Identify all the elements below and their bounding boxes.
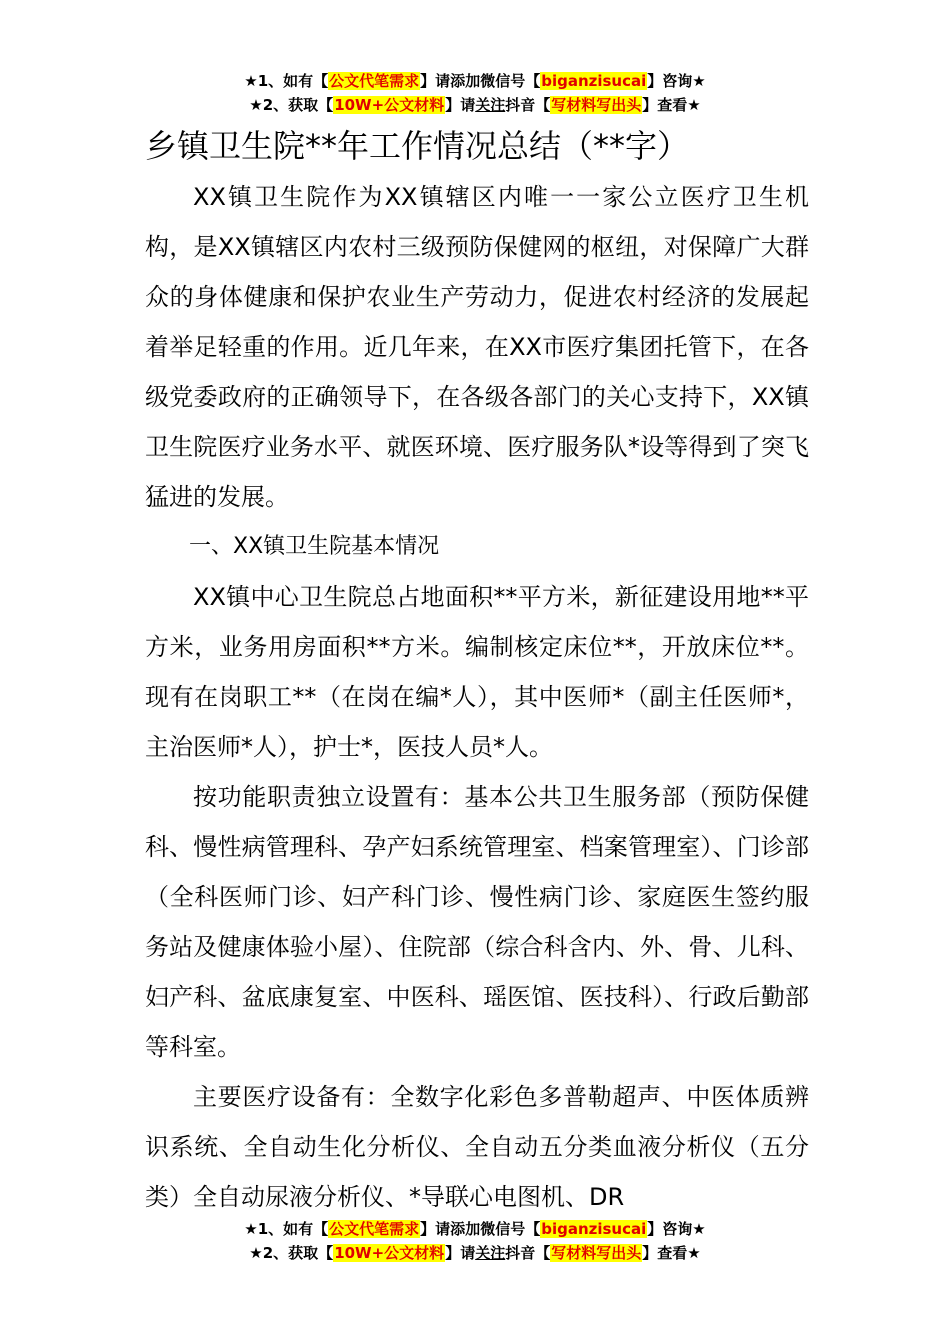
promo-banner-line-1-bottom xyxy=(0,1218,950,1240)
section-heading: 一、XX镇卫生院基本情况 xyxy=(189,534,440,559)
banner-text: ★1、如有【 xyxy=(244,72,329,90)
banner-text: 加 xyxy=(465,72,481,90)
banner-text: 微信号【 xyxy=(480,1220,541,1238)
banner-text: 】请 xyxy=(445,96,476,114)
banner-highlight: biganzisucai xyxy=(541,1220,647,1238)
banner-text: 】请添 xyxy=(420,1220,466,1238)
banner-text: 抖音【 xyxy=(505,1244,551,1262)
document-body xyxy=(145,172,809,1222)
banner-highlight: 公文代笔需求 xyxy=(329,1220,420,1238)
banner-text: 】查看★ xyxy=(642,1244,701,1262)
banner-text: 抖音【 xyxy=(505,96,551,114)
banner-highlight: biganzisucai xyxy=(541,72,647,90)
banner-highlight: 写材料写出头 xyxy=(551,1244,642,1262)
banner-underlined-text: 关注 xyxy=(475,96,506,114)
banner-text: 微信号【 xyxy=(480,72,541,90)
promo-banner-line-1 xyxy=(0,70,950,92)
banner-highlight: 10W+公文材料 xyxy=(334,96,445,114)
paragraph-intro: XX镇卫生院作为XX镇辖区内唯一一家公立医疗卫生机构，是XX镇辖区内农村三级预防保健网的枢纽，对保障广大群众的身体健康和保护农业生产劳动力，促进农村经济的发展起着举足轻重的作用。近几年来，在XX市医疗集团托管下，在各级党委政府的正确领导下，在各级各部门的关心支持下，XX镇卫生院医疗业务水平、就医环境、医疗服务队*设等得到了突飞猛进的发展。 xyxy=(145,183,809,511)
banner-highlight: 写材料写出头 xyxy=(551,96,642,114)
document-title: 乡镇卫生院**年工作情况总结（**字） xyxy=(145,127,690,165)
banner-text: 】请添 xyxy=(420,72,466,90)
banner-highlight: 10W+公文材料 xyxy=(334,1244,445,1262)
promo-banner-line-2 xyxy=(0,94,950,116)
banner-text: 加 xyxy=(465,1220,481,1238)
banner-text: 】查看★ xyxy=(642,96,701,114)
paragraph-departments: 按功能职责独立设置有：基本公共卫生服务部（预防保健科、慢性病管理科、孕产妇系统管理室、档案管理室）、门诊部（全科医师门诊、妇产科门诊、慢性病门诊、家庭医生签约服务站及健康体验小屋）、住院部（综合科含内、外、骨、儿科、妇产科、盆底康复室、中医科、瑶医馆、医技科）、行政后勤部等科室。 xyxy=(145,783,809,1061)
banner-text: 】咨询★ xyxy=(647,1220,706,1238)
promo-banner-line-2-bottom xyxy=(0,1242,950,1264)
paragraph-facility: XX镇中心卫生院总占地面积**平方米，新征建设用地**平方米，业务用房面积**方米。编制核定床位**，开放床位**。现有在岗职工**（在岗在编*人），其中医师*（副主任医师*，主治医师*人），护士*，医技人员*人。 xyxy=(145,583,809,761)
banner-highlight: 公文代笔需求 xyxy=(329,72,420,90)
banner-underlined-text: 关注 xyxy=(475,1244,506,1262)
paragraph-equipment: 主要医疗设备有：全数字化彩色多普勒超声、中医体质辨识系统、全自动生化分析仪、全自动五分类血液分析仪（五分类）全自动尿液分析仪、*导联心电图机、DR xyxy=(145,1083,809,1211)
banner-text: ★2、获取【 xyxy=(249,1244,334,1262)
banner-text: 】请 xyxy=(445,1244,476,1262)
banner-text: ★2、获取【 xyxy=(249,96,334,114)
banner-text: ★1、如有【 xyxy=(244,1220,329,1238)
banner-text: 】咨询★ xyxy=(647,72,706,90)
